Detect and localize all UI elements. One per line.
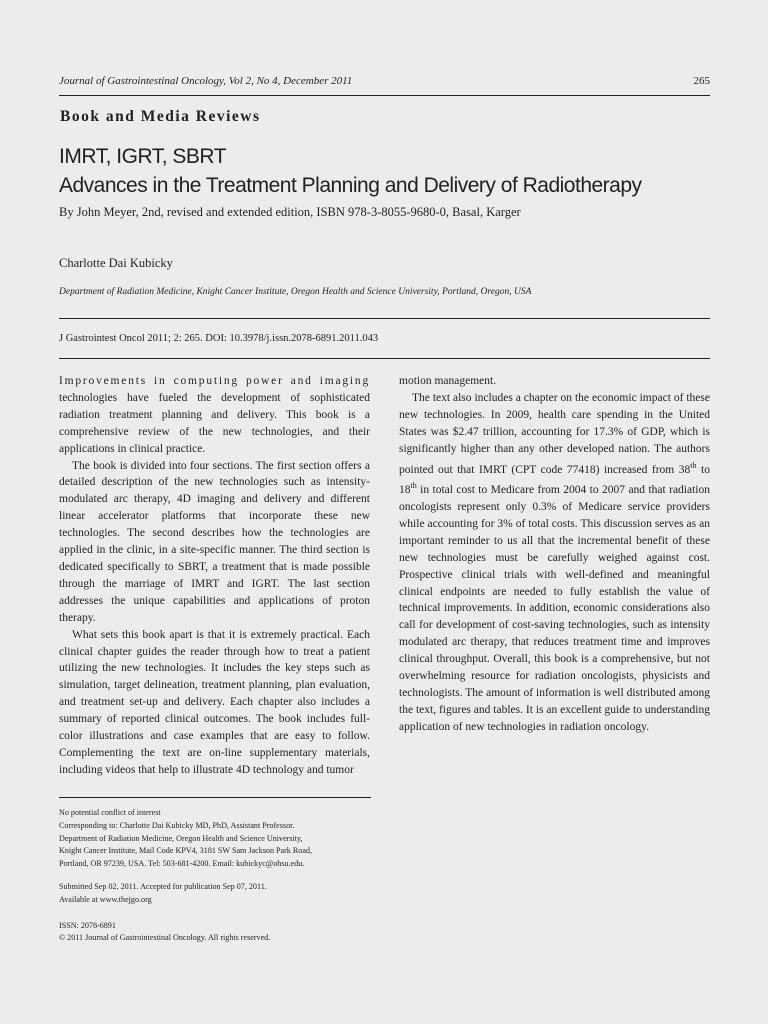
footnote-rule xyxy=(59,797,371,798)
title-line-2: Advances in the Treatment Planning and Delivery of Radiotherapy xyxy=(59,174,642,197)
body-text: in total cost to Medicare from 2004 to 2007 and that radiation oncologists represent only 0.3% of Medicare service providers while accounting for 3% of total costs. This discussion serves as an important reminder to us all that the incremental benefit of these new technologies must be carefully weighed against cost. Prospective clinical trials with well-defined and meaningful clinical endpoints are needed to fully establish the value of technical improvements. In addition, economic considerations also call for development of cost-saving technologies, such as intensity modulated arc therapy, that reduces treatment time and improves clinical throughput. Overall, this book is a comprehensive, but not overwhelming resource for radiation oncologists, physicists and technologists. The amount of information is well distributed among the text, figures and tables. It is an excellent guide to understanding application of new technologies in radiation oncology. xyxy=(399,484,710,733)
superscript: th xyxy=(690,460,697,470)
citation-top-rule xyxy=(59,318,710,319)
availability-note: Available at www.thejgo.org xyxy=(59,894,152,904)
body-column-left xyxy=(59,373,370,779)
citation-bottom-rule xyxy=(59,358,710,359)
issn: ISSN: 2078-6891 xyxy=(59,920,116,930)
body-paragraph: What sets this book apart is that it is extremely practical. Each clinical chapter guides the reader through how to treat a patient utilizing the new technologies. It includes the key steps such as simulation, target delineation, treatment planning, plan evaluation, and treatment set-up and delivery. Each chapter also includes a summary of reported clinical outcomes. The book includes full-color illustrations and case examples that are easy to follow. Complementing the text are on-line supplementary materials, including videos that help to illustrate 4D technology and tumor xyxy=(59,628,370,776)
body-text: The text also includes a chapter on the economic impact of these new technologies. In 2009, health care spending in the United States was $2.47 trillion, accounting for 17.3% of GDP, which is significantly higher than any other developed nation. The authors pointed out that IMRT (CPT code 77418) increased from 38 xyxy=(399,391,710,476)
submission-dates: Submitted Sep 02, 2011. Accepted for publication Sep 07, 2011. xyxy=(59,881,267,891)
article-title xyxy=(59,142,719,200)
doi-citation: J Gastrointest Oncol 2011; 2: 265. DOI: 10.3978/j.issn.2078-6891.2011.043 xyxy=(59,333,379,344)
body-paragraph: Improvements in computing power and imaging technologies have fueled the development of sophisticated radiation treatment planning and delivery. This book is a comprehensive review of the new technologies, and their applications in clinical practice. xyxy=(59,375,370,455)
running-head xyxy=(59,75,710,87)
correspondence-line: Department of Radiation Medicine, Oregon Health and Science University, xyxy=(59,833,303,843)
author-name: Charlotte Dai Kubicky xyxy=(59,256,173,270)
body-paragraph xyxy=(399,390,710,736)
copyright-notice: © 2011 Journal of Gastrointestinal Oncology. All rights reserved. xyxy=(59,933,271,943)
footnotes xyxy=(59,807,379,945)
correspondence-line: Corresponding to: Charlotte Dai Kubicky MD, PhD, Assistant Professor. xyxy=(59,820,295,830)
body-text: to 18 xyxy=(399,463,711,497)
conflict-note: No potential conflict of interest xyxy=(59,808,161,817)
superscript: th xyxy=(410,481,417,491)
page-number: 265 xyxy=(693,75,710,87)
title-line-1: IMRT, IGRT, SBRT xyxy=(59,145,227,168)
body-paragraph-continued: motion management. xyxy=(399,375,497,387)
correspondence-line: Knight Cancer Institute, Mail Code KPV4, 3181 SW Sam Jackson Park Road, xyxy=(59,846,312,856)
header-rule xyxy=(59,95,710,96)
book-info: By John Meyer, 2nd, revised and extended edition, ISBN 978-3-8055-9680-0, Basal, Karger xyxy=(59,205,521,219)
correspondence-line: Portland, OR 97239, USA. Tel: 503-681-4200. Email: kubickyc@ohsu.edu. xyxy=(59,859,305,869)
journal-citation-header: Journal of Gastrointestinal Oncology, Vol 2, No 4, December 2011 xyxy=(59,75,353,87)
section-heading: Book and Media Reviews xyxy=(60,108,261,125)
body-paragraph: The book is divided into four sections. The first section offers a detailed description of the new technologies such as intensity-modulated arc therapy, 4D imaging and delivery and different linear accelerator platforms that incorporate these new technologies. The second describes how the technologies are applied in the clinic, in a site-specific manner. The third section is dedicated specifically to SBRT, a treatment that is made possible through the marriage of IMRT and IGRT. The last section addresses the unique capabilities and applications of proton therapy. xyxy=(59,459,370,624)
author-affiliation: Department of Radiation Medicine, Knight Cancer Institute, Oregon Health and Science University, Portland, Oregon, USA xyxy=(59,287,532,297)
body-column-right xyxy=(399,373,710,736)
